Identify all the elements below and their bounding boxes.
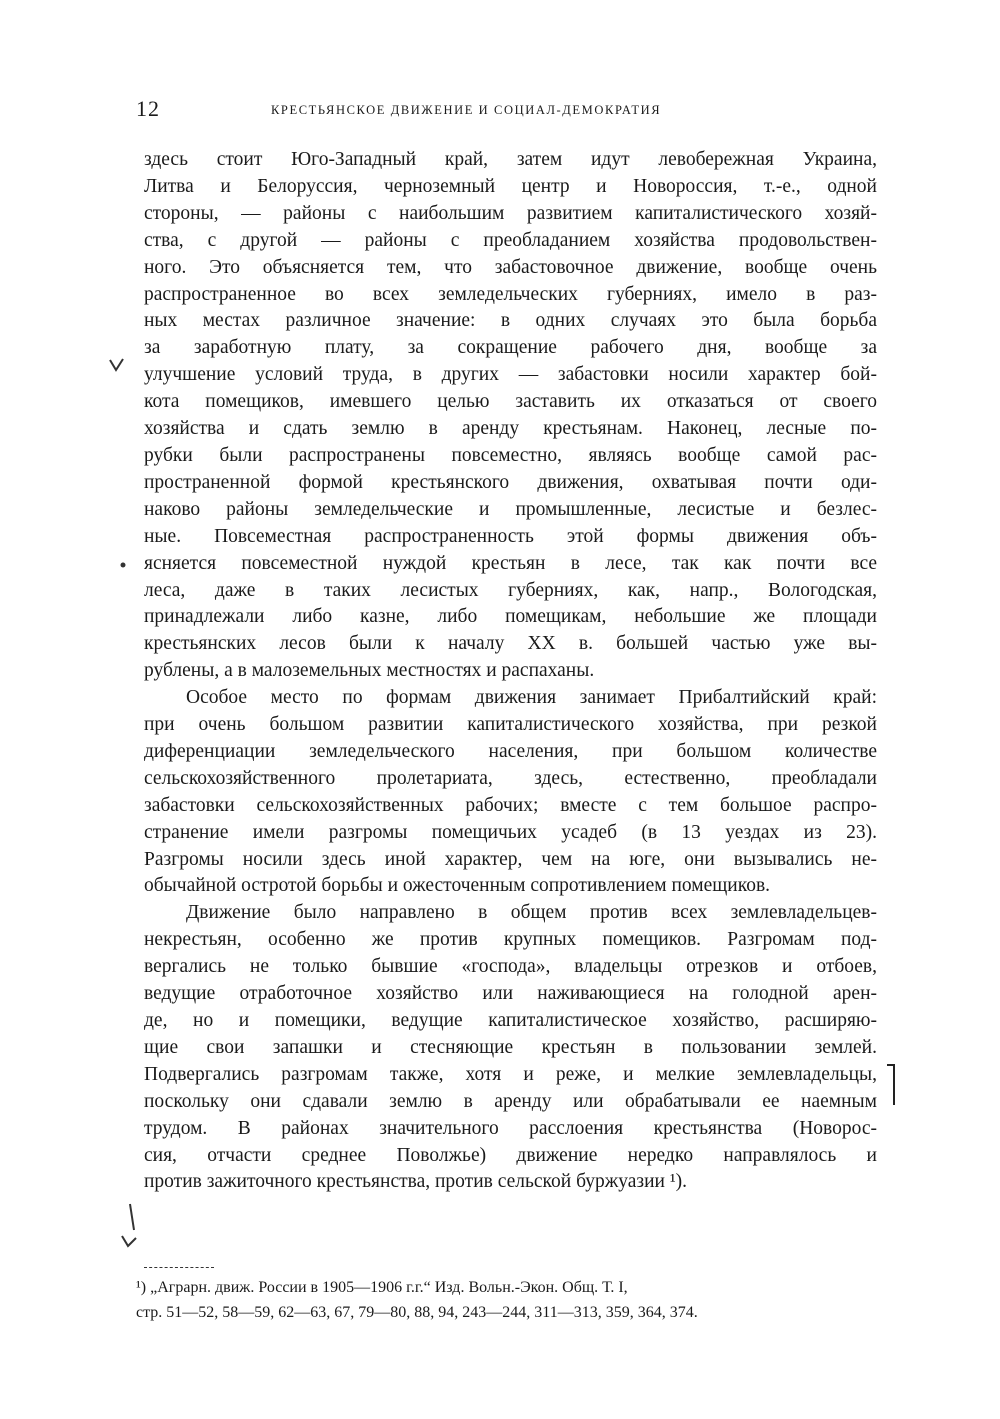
text-line: улучшение условий труда, в других — забастовки носили характер бой- [144, 364, 877, 386]
page-number: 12 [136, 96, 160, 121]
text-line: пространенной формой крестьянского движения, охватывая почти оди- [144, 471, 877, 493]
text-line: забастовки сельскохозяйственных рабочих; вместе с тем большое распро- [144, 794, 877, 816]
footnote-line: стр. 51—52, 58—59, 62—63, 67, 79—80, 88, 94, 243—244, 311—313, 359, 364, 374. [136, 1304, 698, 1321]
text-line: хозяйства и сдать землю в аренду крестьянам. Наконец, лесные по- [144, 418, 877, 440]
text-line: сия, отчасти среднее Поволжье) движение нередко направлялось и [144, 1144, 877, 1166]
text-line: ства, с другой — районы с преобладанием хозяйства продовольствен- [144, 229, 877, 251]
footnote-separator [144, 1267, 214, 1268]
text-line: Подвергались разгромам также, хотя и реже, и мелкие землевладельцы, [144, 1063, 877, 1085]
margin-bracket-mark-icon [884, 1063, 898, 1107]
footnote-line: ¹) „Аграрн. движ. России в 1905—1906 г.г.“ Изд. Вольн.-Экон. Общ. Т. I, [136, 1279, 628, 1296]
text-line: принадлежали либо казне, либо помещикам, небольшие же площади [144, 606, 877, 628]
footnotes [136, 1275, 881, 1325]
margin-checkmark-icon [108, 356, 126, 374]
text-line: стороны, — районы с наибольшим развитием капиталистического хозяй- [144, 202, 877, 224]
text-line: ных местах различное значение: в одних случаях это была борьба [144, 310, 877, 332]
text-line: против зажиточного крестьянства, против сельской буржуазии ¹). [144, 1171, 688, 1193]
text-line: поскольку они сдавали землю в аренду или обрабатывали ее наемным [144, 1090, 877, 1112]
margin-checkmark-icon [120, 1200, 140, 1250]
text-line: кота помещиков, имевшего целью заставить их отказаться от своего [144, 391, 877, 413]
text-line: крестьянских лесов были к началу XX в. большей частью уже вы- [144, 633, 877, 655]
text-line: де, но и помещики, ведущие капиталистическое хозяйство, расширяю- [144, 1010, 877, 1031]
text-line: здесь стоит Юго-Западный край, затем идут левобережная Украина, [144, 149, 877, 170]
text-line: за заработную плату, за сокращение рабочего дня, вообще за [144, 337, 877, 359]
text-line: Разгромы носили здесь иной характер, чем на юге, они вызывались не- [144, 848, 877, 870]
text-line: Литва и Белоруссия, черноземный центр и Новороссия, т.-е., одной [144, 175, 877, 197]
text-line: распространенное во всех земледельческих губерниях, имело в раз- [144, 283, 877, 305]
paragraph-first-line: Движение было направлено в общем против всех землевладельцев- [186, 902, 877, 924]
text-line: рубки были распространены повсеместно, являясь вообще самой рас- [144, 444, 877, 466]
text-line: странение имели разгромы помещичьих усадеб (в 13 уездах из 23). [144, 821, 877, 843]
text-line: рублены, а в малоземельных местностях и распаханы. [144, 660, 595, 682]
page-header [136, 96, 881, 126]
text-line: трудом. В районах значительного расслоения крестьянства (Новорос- [144, 1117, 877, 1139]
text-line: сельскохозяйственного пролетариата, здесь, естественно, преобладали [144, 767, 877, 789]
text-line: наково районы земледельческие и промышленные, лесистые и безлес- [144, 498, 877, 520]
running-title: КРЕСТЬЯНСКОЕ ДВИЖЕНИЕ И СОЦИАЛ-ДЕМОКРАТИЯ [271, 103, 662, 117]
margin-dot-mark-icon [118, 560, 128, 570]
text-line: диференциации земледельческого населения, при большом количестве [144, 740, 877, 762]
text-line: ного. Это объясняется тем, что забастовочное движение, вообще очень [144, 256, 877, 278]
text-line: ведущие отработочное хозяйство или наживающиеся на голодной арен- [144, 983, 877, 1005]
body-text [144, 147, 877, 1196]
text-line: ясняется повсеместной нуждой крестьян в лесе, так как почти все [144, 552, 877, 574]
text-line: леса, даже в таких лесистых губерниях, как, напр., Вологодская, [144, 579, 877, 601]
text-line: ные. Повсеместная распространенность этой формы движения объ- [144, 525, 877, 547]
text-line: при очень большом развитии капиталистического хозяйства, при резкой [144, 714, 877, 736]
text-line: щие свои запашки и стесняющие крестьян в пользовании землей. [144, 1036, 877, 1058]
paragraph-first-line: Особое место по формам движения занимает Прибалтийский край: [186, 687, 877, 709]
text-line: вергались не только бывшие «господа», владельцы отрезков и отбоев, [144, 956, 877, 978]
text-line: обычайной остротой борьбы и ожесточенным сопротивлением помещиков. [144, 875, 771, 897]
text-line: некрестьян, особенно же против крупных помещиков. Разгромам под- [144, 929, 877, 951]
